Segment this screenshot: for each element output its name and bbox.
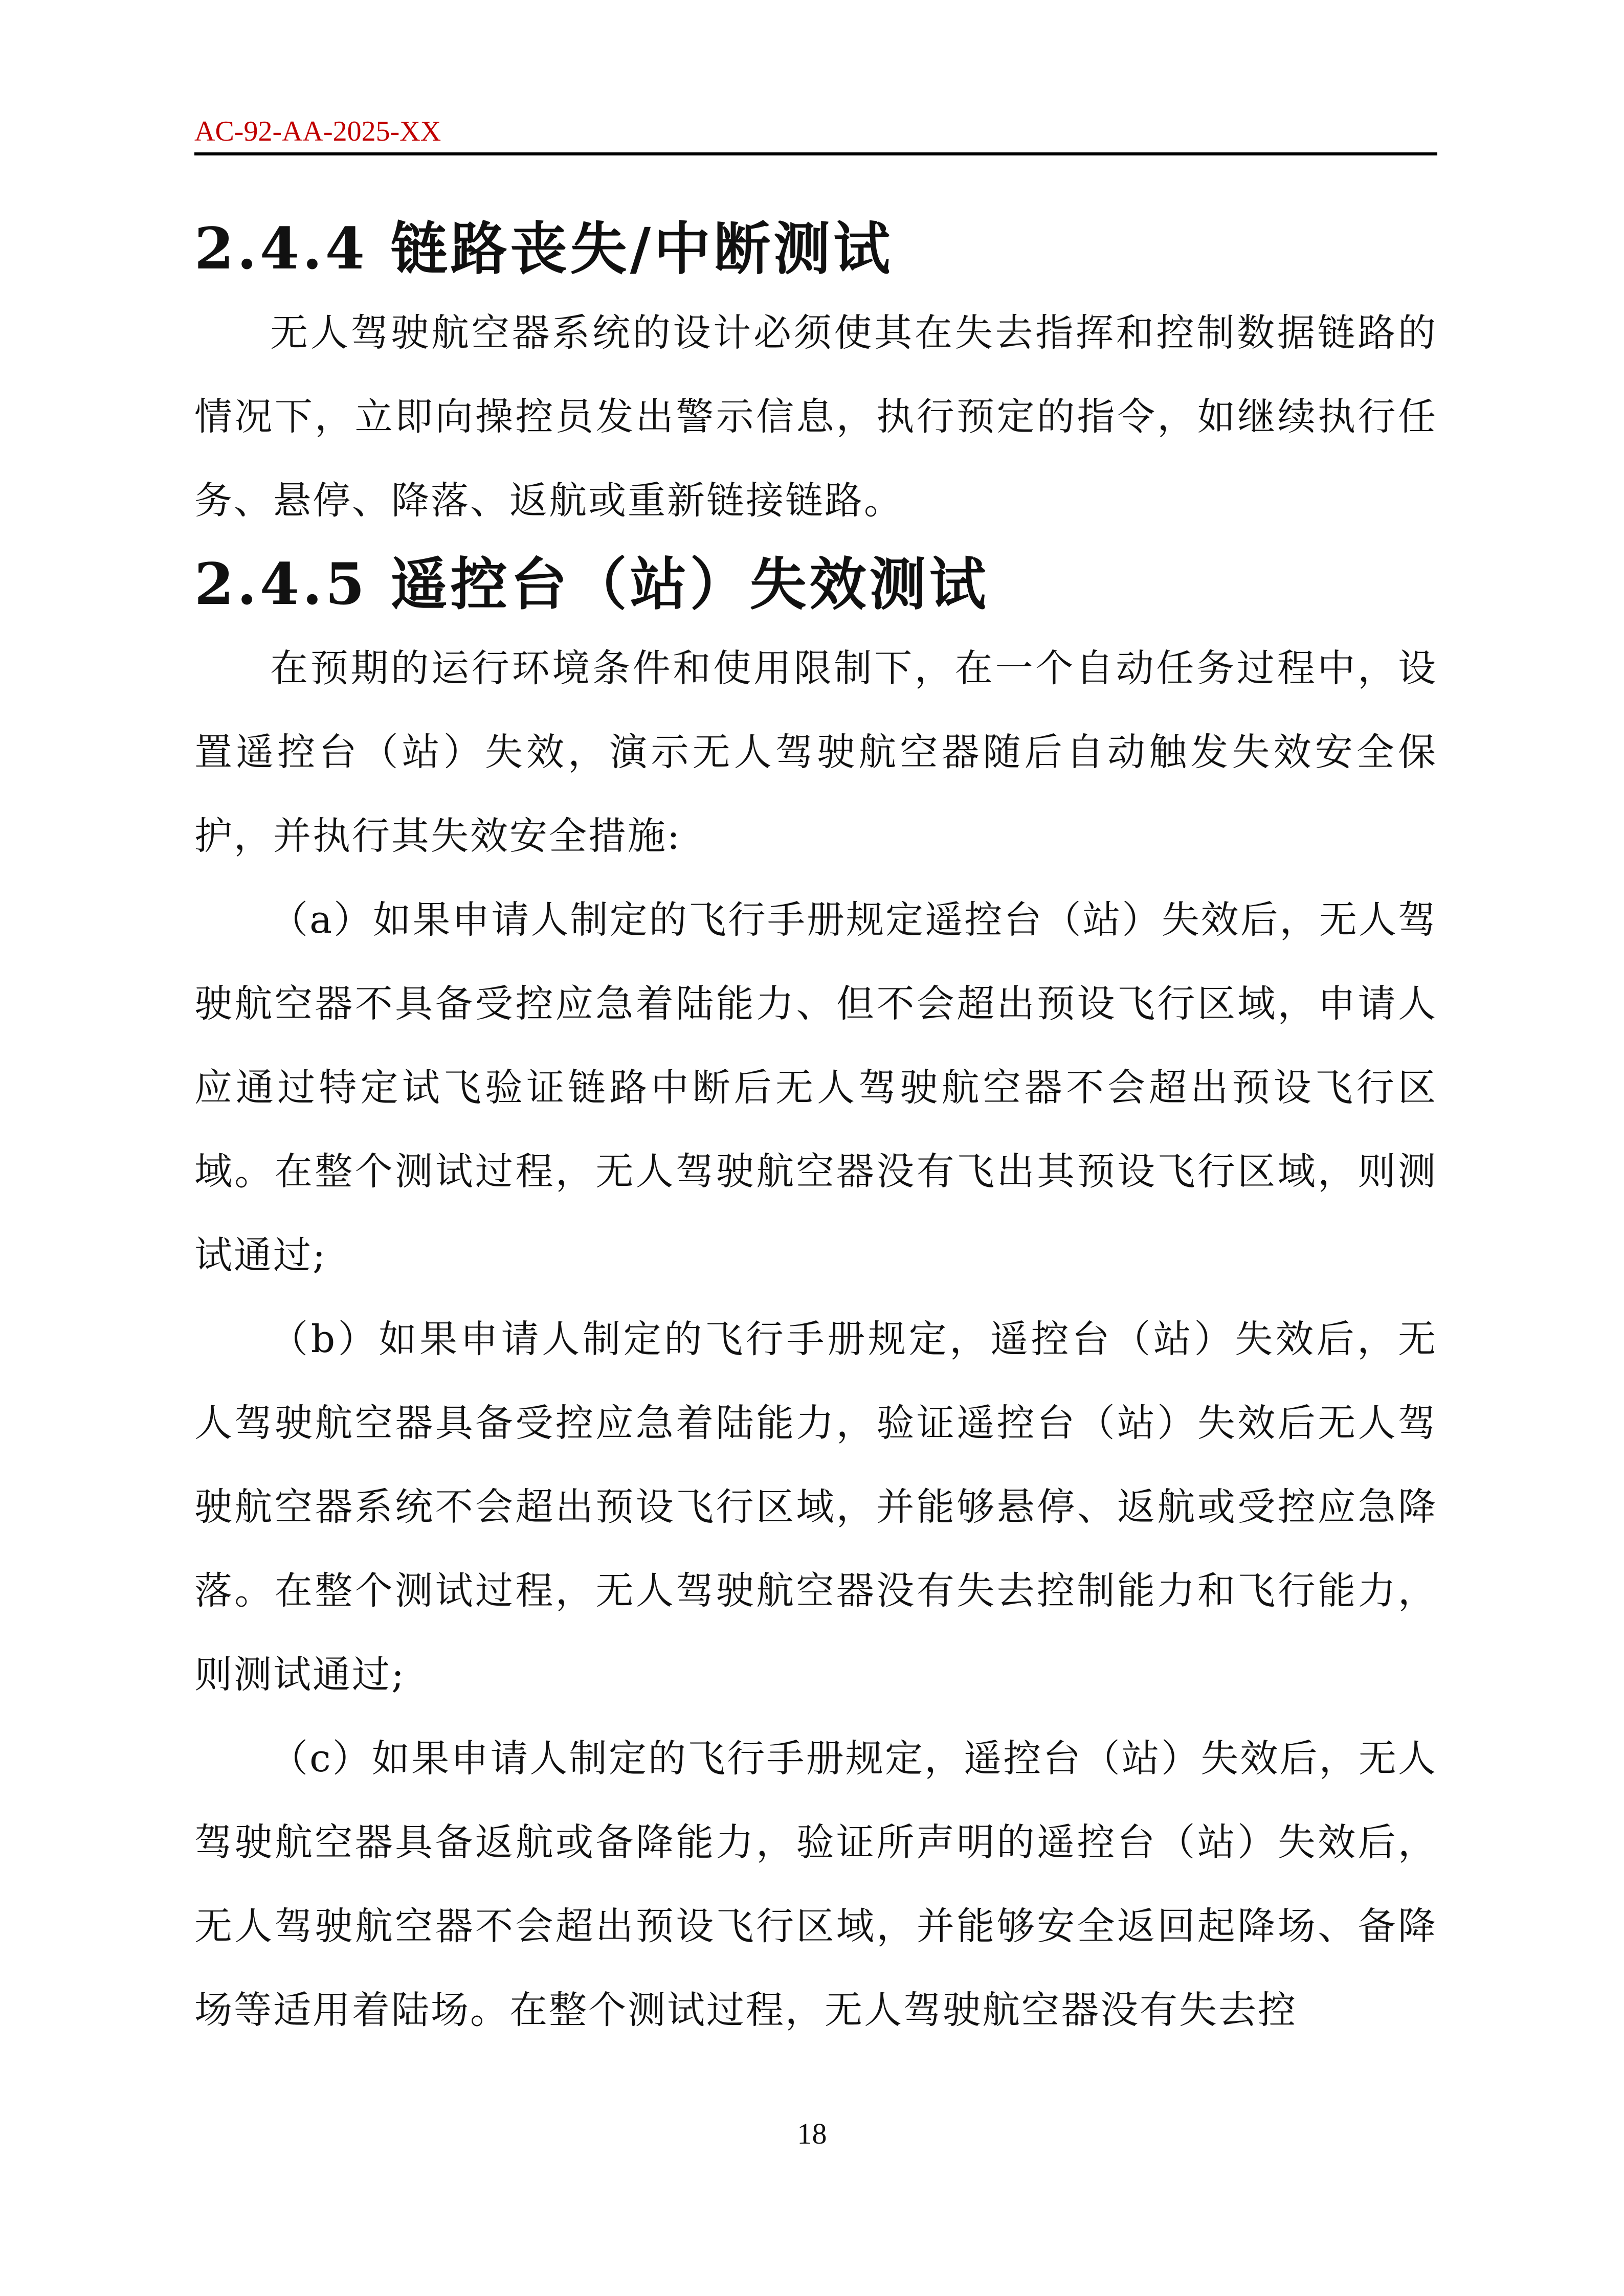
paragraph-station-failure-intro: 在预期的运行环境条件和使用限制下，在一个自动任务过程中，设置遥控台（站）失效，演示无人驾驶航空器随后自动触发失效安全保护，并执行其失效安全措施: [194,646,1437,858]
page-number: 18 [797,2117,827,2150]
section-heading-2-4-5: 2.4.5 遥控台（站）失效测试 [194,551,989,618]
document-body [194,207,1437,2052]
header-divider [194,152,1437,155]
section-heading-2-4-4: 2.4.4 链路丧失/中断测试 [194,216,894,282]
paragraph-link-loss: 无人驾驶航空器系统的设计必须使其在失去指挥和控制数据链路的情况下，立即向操控员发出警示信息，执行预定的指令，如继续执行任务、悬停、降落、返航或重新链接链路。 [194,311,1437,523]
document-code: AC-92-AA-2025-XX [194,116,441,147]
paragraph-item-b: （b）如果申请人制定的飞行手册规定，遥控台（站）失效后，无人驾驶航空器具备受控应急着陆能力，验证遥控台（站）失效后无人驾驶航空器系统不会超出预设飞行区域，并能够悬停、返航或受控应急降落。在整个测试过程，无人驾驶航空器没有失去控制能力和飞行能力，则测试通过; [194,1317,1437,1697]
paragraph-item-c: （c）如果申请人制定的飞行手册规定，遥控台（站）失效后，无人驾驶航空器具备返航或备降能力，验证所声明的遥控台（站）失效后，无人驾驶航空器不会超出预设飞行区域，并能够安全返回起降场、备降场等适用着陆场。在整个测试过程，无人驾驶航空器没有失去控 [194,1737,1437,2032]
paragraph-item-a: （a）如果申请人制定的飞行手册规定遥控台（站）失效后，无人驾驶航空器不具备受控应急着陆能力、但不会超出预设飞行区域，申请人应通过特定试飞验证链路中断后无人驾驶航空器不会超出预设飞行区域。在整个测试过程，无人驾驶航空器没有飞出其预设飞行区域，则测试通过; [194,898,1437,1277]
